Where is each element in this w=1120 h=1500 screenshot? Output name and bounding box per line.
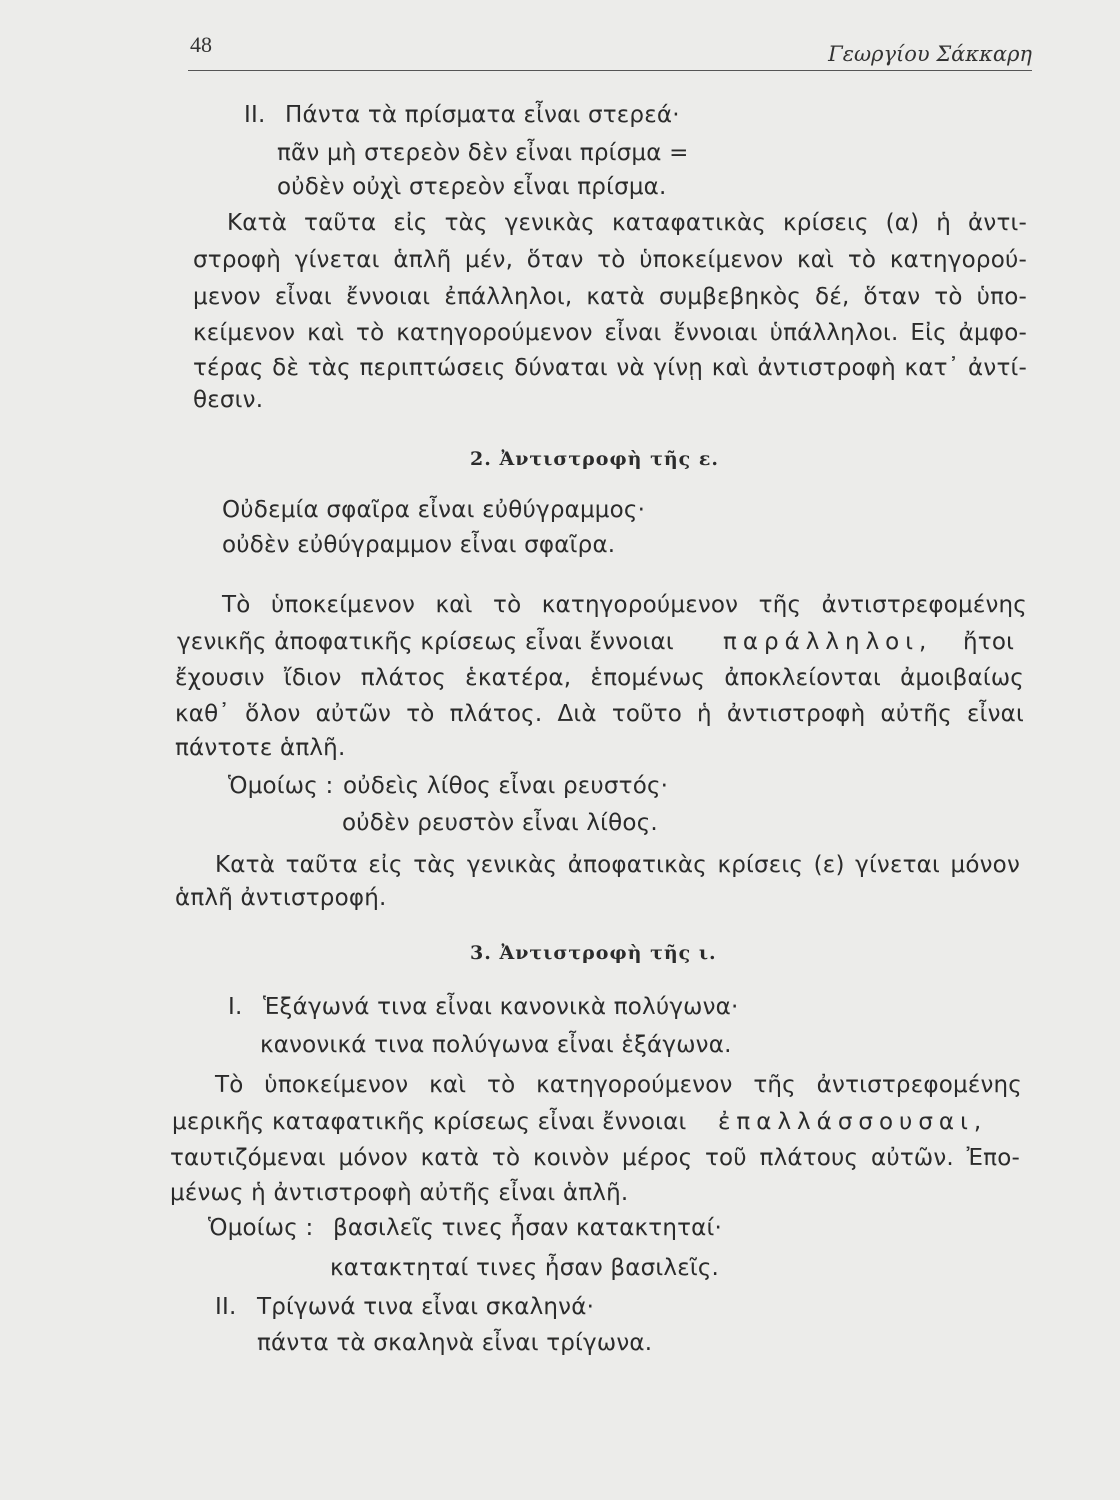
- paragraph-line: Κατὰ ταῦτα εἰς τὰς γενικὰς ἀποφατικὰς κρίσεις (ε) γίνεται μόνον: [215, 852, 1020, 878]
- example-line: κατακτηταί τινες ἦσαν βασιλεῖς.: [330, 1255, 720, 1281]
- paragraph-line: τέρας δὲ τὰς περιπτώσεις δύναται νὰ γίνῃ καὶ ἀντιστροφὴ κατ᾽ ἀντί-: [193, 355, 1027, 381]
- spaced-term: ἐπαλλάσσουσαι,: [718, 1109, 988, 1135]
- paragraph-line: μενον εἶναι ἔννοιαι ἐπάλληλοι, κατὰ συμβεβηκὸς δέ, ὅταν τὸ ὑπο-: [193, 284, 1027, 310]
- paragraph-line: μερικῆς καταφατικῆς κρίσεως εἶναι ἔννοιαι: [172, 1109, 687, 1135]
- paragraph-line: Τὸ ὑποκείμενον καὶ τὸ κατηγορούμενον τῆς ἀντιστρεφομένης: [222, 592, 1027, 618]
- paragraph-line: ἤτοι: [963, 629, 1015, 655]
- example-line: Πάντα τὰ πρίσματα εἶναι στερεά·: [285, 102, 680, 128]
- example-number: II.: [244, 102, 266, 128]
- section-heading: 2. Ἀντιστροφὴ τῆς ε.: [470, 448, 720, 470]
- example-line: πᾶν μὴ στερεὸν δὲν εἶναι πρίσμα =: [277, 140, 689, 166]
- spaced-term: παράλληλοι,: [723, 629, 933, 655]
- paragraph-line: ἁπλῆ ἀντιστροφή.: [175, 885, 387, 911]
- example-line: κανονικά τινα πολύγωνα εἶναι ἑξάγωνα.: [260, 1032, 732, 1058]
- paragraph-line: Τὸ ὑποκείμενον καὶ τὸ κατηγορούμενον τῆς ἀντιστρεφομένης: [215, 1072, 1022, 1098]
- paragraph-line: θεσιν.: [193, 387, 264, 413]
- paragraph-line: πάντοτε ἁπλῆ.: [175, 735, 346, 761]
- paragraph-line: κείμενον καὶ τὸ κατηγορούμενον εἶναι ἔννοιαι ὑπάλληλοι. Εἰς ἀμφο-: [193, 320, 1027, 346]
- example-line: οὐδὲν οὐχὶ στερεὸν εἶναι πρίσμα.: [277, 174, 667, 200]
- paragraph-line: καθ᾽ ὅλον αὐτῶν τὸ πλάτος. Διὰ τοῦτο ἡ ἀντιστροφὴ αὐτῆς εἶναι: [175, 701, 1024, 727]
- paragraph-line: ἔχουσιν ἴδιον πλάτος ἑκατέρα, ἑπομένως ἀποκλείονται ἀμοιβαίως: [175, 665, 1024, 691]
- similarly-label: Ὁμοίως :: [208, 1215, 314, 1241]
- running-title: Γεωργίου Σάκκαρη: [828, 42, 1032, 66]
- page-number: 48: [190, 32, 212, 57]
- paragraph-line: στροφὴ γίνεται ἁπλῆ μέν, ὅταν τὸ ὑποκείμενον καὶ τὸ κατηγορού-: [193, 247, 1027, 273]
- example-line: οὐδὲν ρευστὸν εἶναι λίθος.: [342, 810, 658, 836]
- section-heading: 3. Ἀντιστροφὴ τῆς ι.: [470, 942, 717, 964]
- paragraph-line: Κατὰ ταῦτα εἰς τὰς γενικὰς καταφατικὰς κρίσεις (α) ἡ ἀντι-: [227, 210, 1027, 236]
- header-rule: [188, 70, 1032, 71]
- paragraph-line: γενικῆς ἀποφατικῆς κρίσεως εἶναι ἔννοιαι: [177, 629, 674, 655]
- paragraph-line: μένως ἡ ἀντιστροφὴ αὐτῆς εἶναι ἁπλῆ.: [170, 1180, 629, 1206]
- paragraph-line: ταυτιζόμεναι μόνον κατὰ τὸ κοινὸν μέρος τοῦ πλάτους αὐτῶν. Ἐπο-: [170, 1145, 1020, 1171]
- example-line: Τρίγωνά τινα εἶναι σκαληνά·: [257, 1294, 595, 1320]
- example-number: I.: [228, 994, 243, 1020]
- example-line: οὐδὲν εὐθύγραμμον εἶναι σφαῖρα.: [222, 532, 616, 558]
- example-line: Ἑξάγωνά τινα εἶναι κανονικὰ πολύγωνα·: [263, 994, 739, 1020]
- example-line: Οὐδεμία σφαῖρα εἶναι εὐθύγραμμος·: [222, 497, 646, 523]
- example-line: οὐδεὶς λίθος εἶναι ρευστός·: [343, 773, 669, 799]
- similarly-label: Ὁμοίως :: [228, 773, 334, 799]
- example-line: πάντα τὰ σκαληνὰ εἶναι τρίγωνα.: [257, 1330, 653, 1356]
- example-line: βασιλεῖς τινες ἦσαν κατακτηταί·: [333, 1215, 723, 1241]
- example-number: II.: [215, 1294, 237, 1320]
